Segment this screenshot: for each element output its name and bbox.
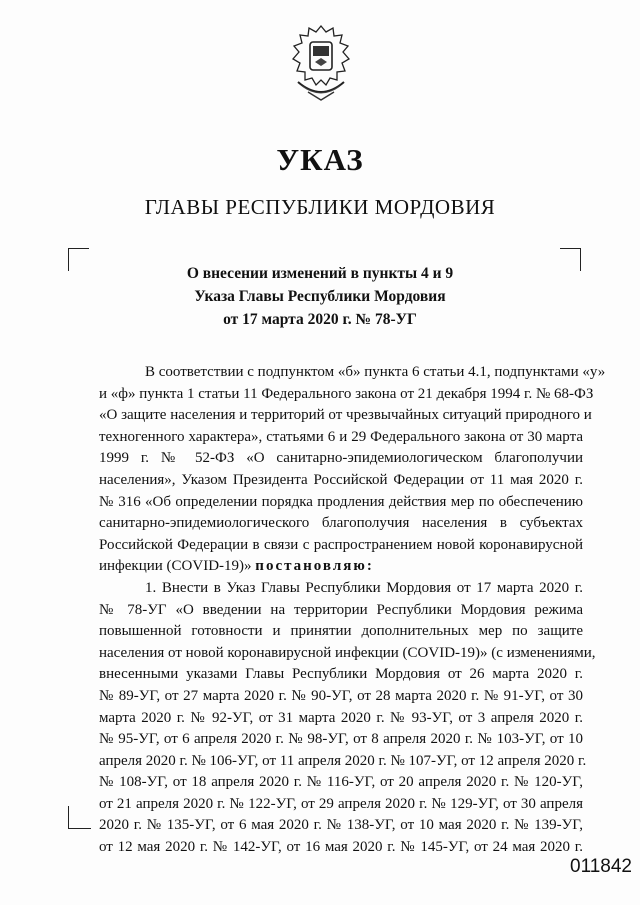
body-line: повышенной готовности и принятии дополнительных мер по защите	[99, 623, 583, 640]
coat-of-arms-emblem	[288, 22, 354, 106]
decree-heading	[0, 262, 640, 331]
body-line: № 95-УГ, от 6 апреля 2020 г. № 98-УГ, от 8 апреля 2020 г. № 103-УГ, от 10	[99, 731, 583, 748]
body-line: 1. Внести в Указ Главы Республики Мордовия от 17 марта 2020 г.	[145, 579, 583, 596]
body-line: В соответствии с подпунктом «б» пункта 6 статьи 4.1, подпунктами «у»	[145, 364, 606, 380]
body-line: внесенными указами Главы Республики Мордовия от 26 марта 2020 г.	[99, 666, 583, 683]
body-line: апреля 2020 г. № 106-УГ, от 11 апреля 2020 г. № 107-УГ, от 12 апреля 2020 г.	[99, 752, 587, 769]
body-line: № 78-УГ «О введении на территории Республики Мордовия режима	[99, 601, 583, 618]
heading-line: О внесении изменений в пункты 4 и 9	[186, 265, 454, 282]
body-line: населения от новой коронавирусной инфекции (COVID-19)» (с изменениями,	[99, 644, 596, 661]
body-line: № 108-УГ, от 18 апреля 2020 г. № 116-УГ, от 20 апреля 2020 г. № 120-УГ,	[99, 774, 583, 791]
document-title: УКАЗ	[276, 142, 364, 177]
body-line: техногенного характера», статьями 6 и 29 Федерального закона от 30 марта	[99, 428, 583, 445]
heading-line: Указа Главы Республики Мордовия	[194, 288, 446, 305]
corner-mark-bottom-left	[68, 806, 91, 829]
body-line: № 89-УГ, от 27 марта 2020 г. № 90-УГ, от 28 марта 2020 г. № 91-УГ, от 30	[99, 687, 583, 704]
document-subtitle: ГЛАВЫ РЕСПУБЛИКИ МОРДОВИЯ	[144, 195, 496, 219]
body-line: санитарно-эпидемиологического благополучия населения в субъектах	[99, 515, 583, 532]
body-line: населения», Указом Президента Российской Федерации от 11 мая 2020 г.	[99, 471, 583, 488]
body-line: 1999 г. № 52-ФЗ «О санитарно-эпидемиологическом благополучии	[99, 450, 583, 467]
body-text: инфекции (COVID-19)»	[99, 558, 252, 575]
body-line: «О защите населения и территорий от чрезвычайных ситуаций природного и	[99, 407, 592, 424]
body-line	[99, 556, 583, 578]
decree-word: постановляю:	[255, 558, 374, 575]
body-line: от 12 мая 2020 г. № 142-УГ, от 16 мая 2020 г. № 145-УГ, от 24 мая 2020 г.	[99, 839, 583, 856]
decree-body	[99, 362, 606, 859]
body-line: Российской Федерации в связи с распространением новой коронавирусной	[99, 536, 583, 553]
document-serial-number: 011842	[570, 856, 632, 877]
body-line: № 316 «Об определении порядка продления действия мер по обеспечению	[99, 493, 583, 510]
body-line: 2020 г. № 135-УГ, от 6 мая 2020 г. № 138-УГ, от 10 мая 2020 г. № 139-УГ,	[99, 817, 583, 834]
heading-line: от 17 марта 2020 г. № 78-УГ	[223, 311, 417, 328]
body-line: от 21 апреля 2020 г. № 122-УГ, от 29 апреля 2020 г. № 129-УГ, от 30 апреля	[99, 795, 583, 812]
body-line: марта 2020 г. № 92-УГ, от 31 марта 2020 г. № 93-УГ, от 3 апреля 2020 г.	[99, 709, 583, 726]
body-line: и «ф» пункта 1 статьи 11 Федерального закона от 21 декабря 1994 г. № 68-ФЗ	[99, 385, 594, 402]
